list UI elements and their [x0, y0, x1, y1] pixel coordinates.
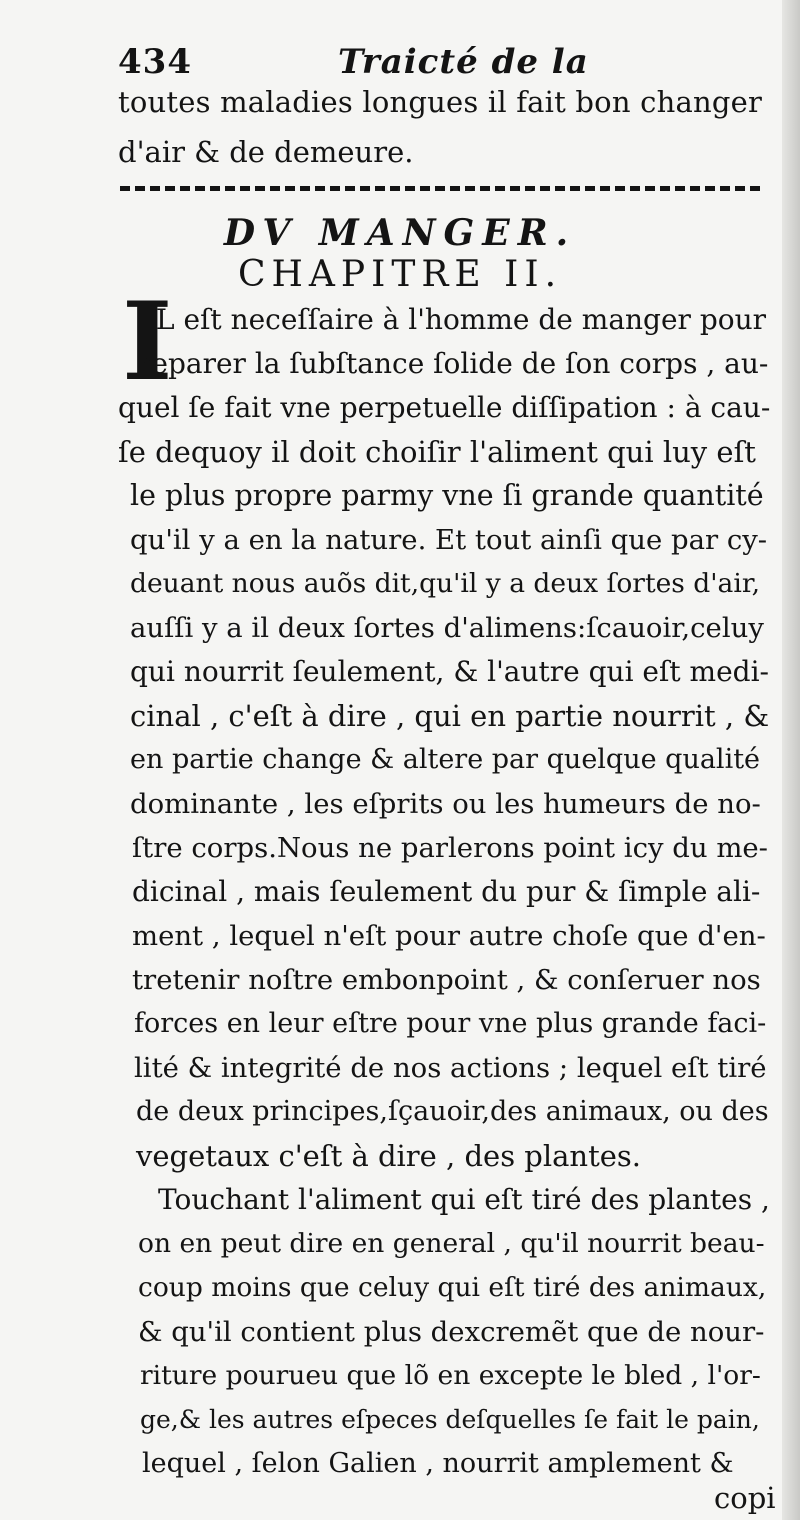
text-line: L eſt neceſſaire à l'homme de manger pour	[156, 303, 767, 336]
text-line: forces en leur eſtre pour vne plus grande faci-	[134, 1008, 767, 1039]
text-line: ge,& les autres eſpeces deſquelles ſe fait le pain,	[140, 1405, 760, 1434]
section-title: DV MANGER.	[223, 212, 577, 254]
running-title: Traicté de la	[338, 42, 589, 82]
text-line: qui nourrit ſeulement, & l'autre qui eſt medi-	[130, 655, 769, 688]
text-line: quel ſe fait vne perpetuelle diſſipation : à cau-	[118, 391, 771, 424]
text-line: deuant nous auõs dit,qu'il y a deux ſortes d'air,	[130, 568, 760, 599]
page-number: 434	[118, 42, 192, 82]
chapter-title: CHAPITRE II.	[237, 254, 563, 295]
text-line: & qu'il contient plus dexcremẽt que de nour-	[138, 1316, 765, 1348]
text-line: reparer la ſubſtance ſolide de ſon corps , au-	[138, 347, 769, 380]
text-line: auſſi y a il deux ſortes d'alimens:ſcauoir,celuy	[130, 612, 764, 644]
separator-rule	[120, 186, 760, 197]
text-line: lité & integrité de nos actions ; lequel eſt tiré	[134, 1052, 767, 1084]
text-line: le plus propre parmy vne ſi grande quantité	[130, 479, 764, 512]
text-line: qu'il y a en la nature. Et tout ainſi que par cy-	[130, 524, 768, 556]
text-line: d'air & de demeure.	[118, 135, 414, 169]
text-line: ſtre corps.Nous ne parlerons point icy du me-	[132, 832, 768, 864]
text-line: ment , lequel n'eſt pour autre choſe que d'en-	[132, 920, 766, 952]
text-line: en partie change & altere par quelque qualité	[130, 744, 761, 775]
text-line: lequel , ſelon Galien , nourrit amplement &	[142, 1448, 734, 1479]
text-line: coup moins que celuy qui eſt tiré des animaux,	[138, 1272, 767, 1303]
text-line: dicinal , mais ſeulement du pur & ſimple ali-	[132, 875, 761, 908]
text-line: tretenir noſtre embonpoint , & conſeruer nos	[132, 964, 761, 996]
text-line: vegetaux c'eſt à dire , des plantes.	[136, 1139, 642, 1173]
text-line: Touchant l'aliment qui eſt tiré des plantes ,	[158, 1183, 770, 1216]
text-line: dominante , les eſprits ou les humeurs de no-	[130, 788, 761, 820]
text-line: riture pourueu que lõ en excepte le bled , l'or-	[140, 1360, 761, 1391]
text-line: ſe dequoy il doit choiſir l'aliment qui luy eſt	[118, 435, 756, 469]
text-line: cinal , c'eſt à dire , qui en partie nourrit , &	[130, 699, 770, 733]
drop-capital: I	[122, 279, 173, 405]
text-line: de deux principes,ſçauoir,des animaux, ou des	[136, 1096, 769, 1127]
catchword: copi	[714, 1481, 776, 1515]
text-line: on en peut dire en general , qu'il nourrit beau-	[138, 1228, 765, 1259]
text-line: toutes maladies longues il fait bon changer	[118, 85, 763, 119]
